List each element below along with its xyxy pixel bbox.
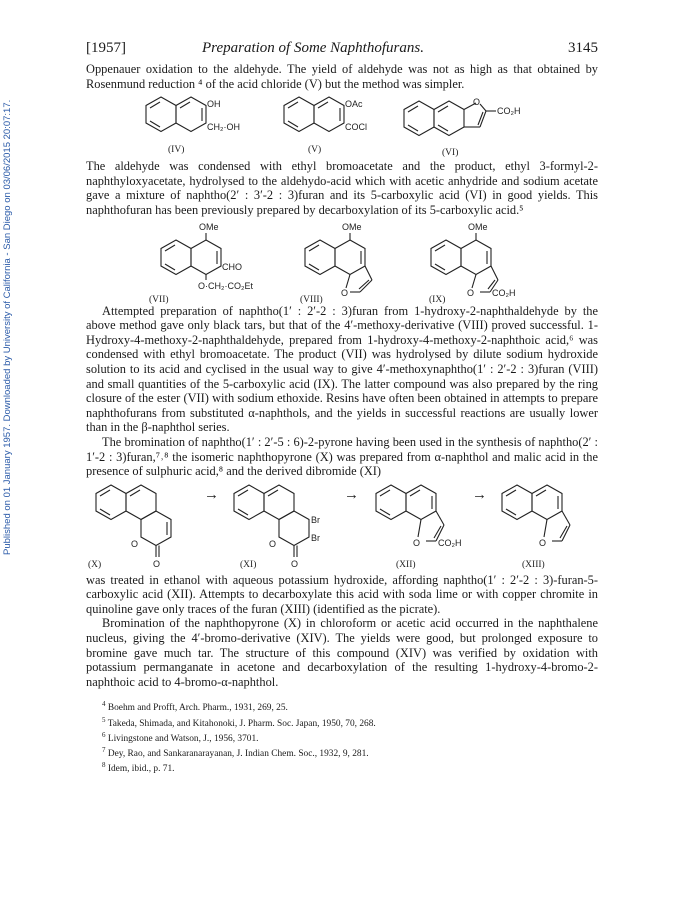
IX-co2h: CO₂H (492, 287, 516, 298)
VII-sub: O·CH₂·CO₂Et (198, 280, 253, 291)
V-cocl: COCl (345, 122, 367, 133)
structures-row-3 (86, 479, 598, 573)
V-oac: OAc (345, 99, 363, 110)
structure-X (88, 485, 171, 570)
reaction-arrow-3: → (472, 486, 487, 503)
reference-5: $^5$ Takeda, Shimada, and Kitahonoki, J. Pharm. Soc. Japan, 1950, 70, 268. (102, 715, 376, 729)
XIII-o: O (539, 537, 547, 548)
header-year: [1957] (86, 40, 126, 56)
structure-XI (234, 485, 320, 570)
XII-label: (XII) (396, 559, 416, 570)
structure-IX (429, 222, 516, 304)
reference-4: $^4$ Boehm and Profft, Arch. Pharm., 1931, 269, 25. (102, 700, 288, 714)
reference-7: $^7$ Dey, Rao, and Sankaranarayanan, J. Indian Chem. Soc., 1932, 9, 281. (102, 745, 369, 759)
structure-VII (149, 222, 253, 304)
paragraph-6: Bromination of the naphthopyrone (X) in chloroform or acetic acid occurred in the naphthalene nucleus, giving the 4′-bromo-derivative (XIV). The yields were good, but prolonged exposure to bromine gave much tar. The structure of this compound (XIV) was verified by oxidation with potassium permanganate in acetone and decarboxylation of the resulting 1-hydroxy-4-bromo-2-naphthoic acid to 4-bromo-α-naphthol. (86, 616, 598, 689)
paragraph-5: was treated in ethanol with aqueous potassium hydroxide, affording naphtho(1′ : 2′-2 : 3)-furan-5-carboxylic acid (XII). Attempts to decarboxylate this acid with soda lime or with copper chromite in quinoline gave only traces of the furan (XIII) (identified as the picrate). (86, 572, 598, 616)
X-label: (X) (88, 559, 102, 570)
XI-br-1: Br (311, 514, 320, 525)
IX-ome: OMe (468, 221, 488, 232)
header-title: Preparation of Some Naphthofurans. (202, 40, 424, 56)
VIII-label: (VIII) (300, 294, 323, 304)
download-provenance-note: Published on 01 January 1957. Downloaded by University of California - San Diego on 03/06/2015 20:07:17. (2, 100, 13, 556)
XIII-label: (XIII) (522, 559, 545, 570)
VII-label: (VII) (149, 294, 169, 304)
XII-co2h: CO₂H (438, 537, 462, 548)
X-o-carbonyl: O (153, 558, 161, 569)
XI-o-carbonyl: O (291, 558, 299, 569)
VIII-o: O (341, 287, 349, 298)
IV-ch2oh: CH₂·OH (207, 122, 240, 133)
reaction-arrow-1: → (204, 486, 219, 503)
VI-co2h: CO₂H (497, 106, 521, 117)
references-list (86, 699, 598, 775)
IV-oh: OH (207, 99, 221, 110)
structures-row-2 (86, 218, 598, 304)
reference-6: $^6$ Livingstone and Watson, J., 1956, 3701. (102, 730, 259, 744)
structures-row-1 (86, 91, 598, 159)
structure-V (284, 97, 367, 155)
page-number: 3145 (568, 40, 598, 56)
IV-label: (IV) (168, 145, 185, 156)
IX-label: (IX) (429, 294, 446, 304)
XI-br-2: Br (311, 532, 320, 543)
XI-o-ring: O (269, 538, 277, 549)
VIII-ome: OMe (342, 221, 362, 232)
structure-VI (404, 97, 521, 158)
structure-VIII (300, 222, 372, 304)
paragraph-3: Attempted preparation of naphtho(1′ : 2′-2 : 3)furan from 1-hydroxy-2-naphthaldehyde by the above method gave only black tars, but that of the 4′-methoxy-derivative (VIII) proved successful. 1-Hydroxy-4-methoxy-2-naphthaldehyde, prepared from 1-hydroxy-4-methoxy-2-naphthoic acid,⁶ was condensed with ethyl bromoacetate. The product (VII) was hydrolysed by dilute sodium hydroxide solution to its acid and cyclised in the usual way to give 4′-methoxynaphtho(1′ : 2′-2 : 3)furan (VIII) and small quantities of the 5-carboxylic acid (IX). The latter compound was also prepared by the ring closure of the ester (VII) with sodium ethoxide. Resins have often been obtained in attempts to prepare naphthofurans from substituted α-naphthols, and the yields in successful reactions are usually lower than in the β-naphthol series. (86, 303, 598, 435)
structure-IV (146, 97, 240, 155)
VI-o: O (473, 97, 481, 108)
paragraph-1: Oppenauer oxidation to the aldehyde. The yield of aldehyde was not as high as that obtained by Rosenmund reduction ⁴ of the acid chloride (V) but the method was simpler. (86, 62, 598, 91)
reaction-arrow-2: → (344, 486, 359, 503)
paragraph-2: The aldehyde was condensed with ethyl bromoacetate and the product, ethyl 3-formyl-2-naphthyloxyacetate, hydrolysed to the aldehydo-acid which with acetic anhydride and sodium acetate gave a mixture of naphtho(2′ : 3′-2 : 3)furan and its 5-carboxylic acid (VI) in good yields. This naphthofuran has been previously prepared by decarboxylation of its 5-carboxylic acid.⁵ (86, 159, 598, 217)
X-o-ring: O (131, 538, 139, 549)
XII-o: O (413, 537, 421, 548)
reference-8: $^8$ Idem, ibid., p. 71. (102, 760, 175, 775)
paragraph-4: The bromination of naphtho(1′ : 2′-5 : 6)-2-pyrone having been used in the synthesis of naphtho(2′ : 1′-2 : 3)furan,⁷˒⁸ the isomeric naphthopyrone (X) was prepared from α-naphthol and malic acid in the presence of sulphuric acid,⁸ and the derived dibromide (XI) (86, 434, 598, 479)
VI-label: (VI) (442, 148, 459, 159)
running-header (86, 40, 598, 62)
structure-XII (376, 485, 462, 570)
journal-page (86, 40, 598, 775)
VII-ome: OMe (199, 221, 219, 232)
XI-label: (XI) (240, 559, 257, 570)
V-label: (V) (308, 145, 322, 156)
VII-cho: CHO (222, 261, 242, 272)
IX-o: O (467, 287, 475, 298)
structure-XIII (502, 485, 570, 570)
